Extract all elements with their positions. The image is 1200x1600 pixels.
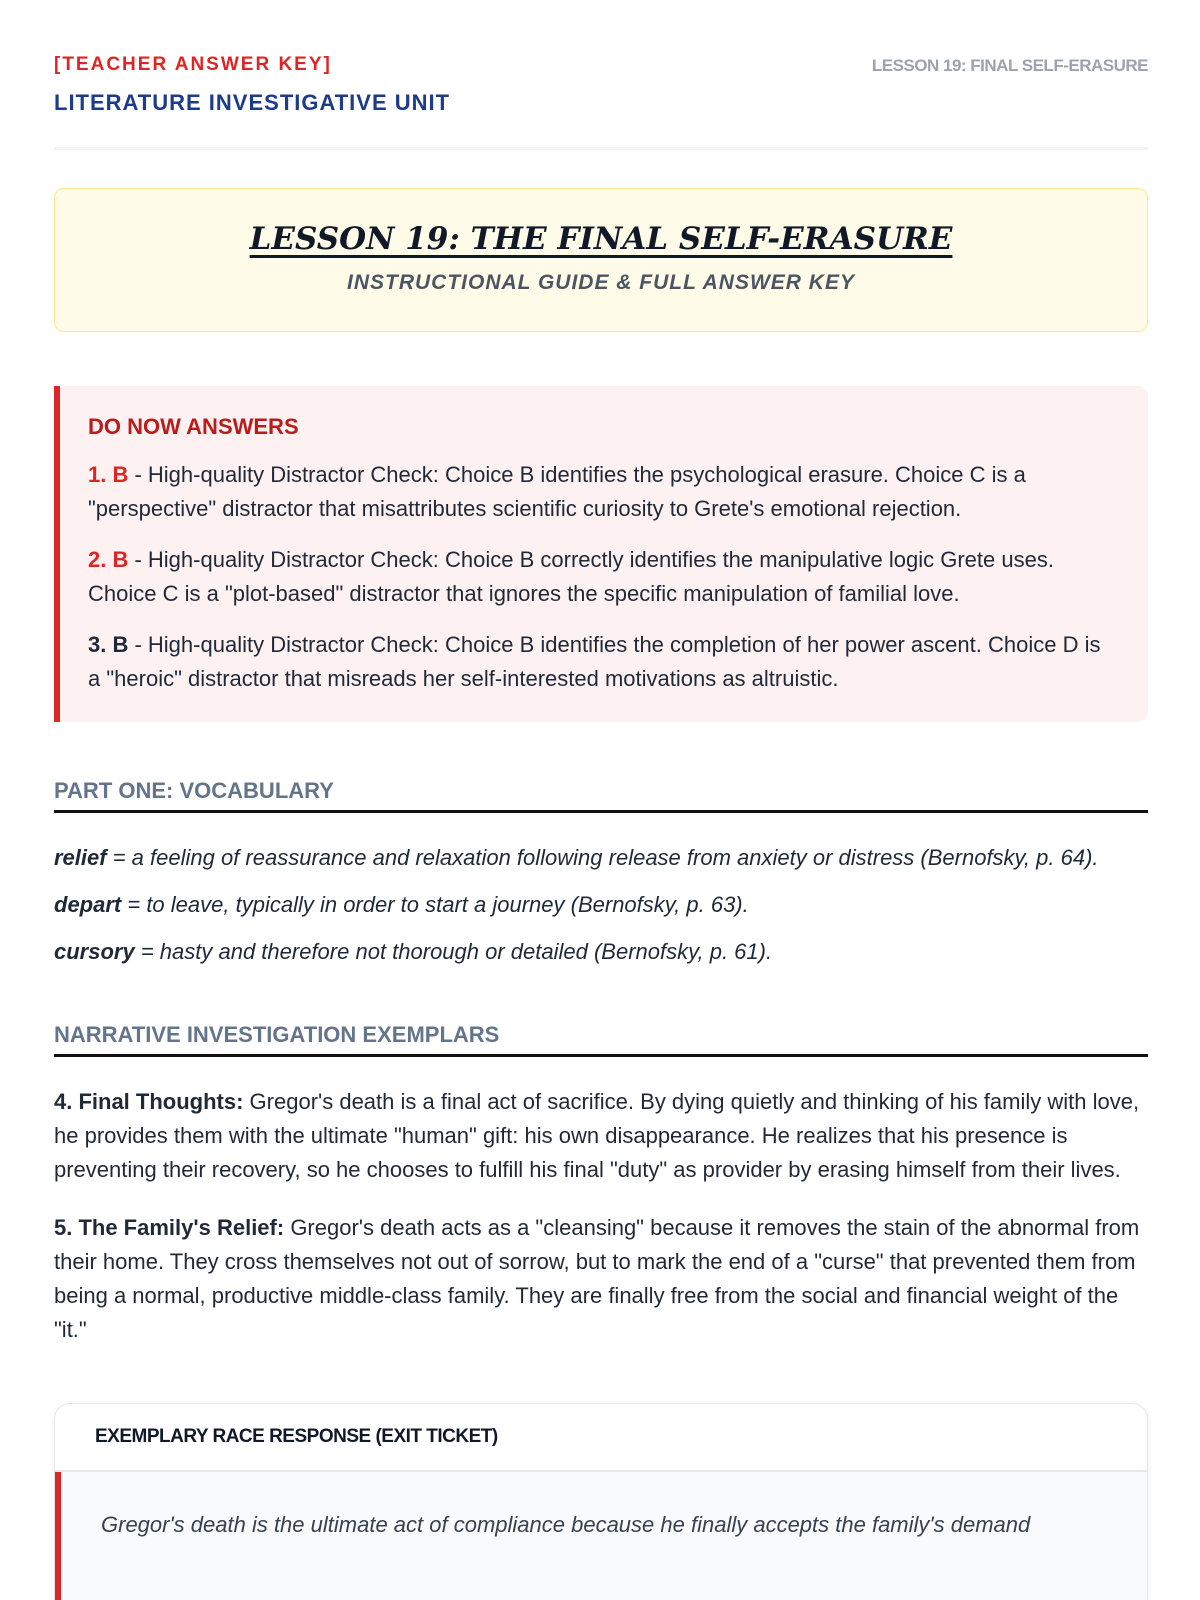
exemplar-text: Gregor's death acts as a "cleansing" because it removes the stain of the abnormal from their home. They cross themselves not out of sorrow, but to mark the end of a "curse" that prevented them from being a normal, productive middle-class family. They are finally free from the social and financial weight of the "it." (54, 1215, 1140, 1342)
exemplar-label: 5. The Family's Relief: (54, 1215, 285, 1240)
exemplar-item (54, 1085, 1148, 1187)
lesson-label: LESSON 19: FINAL SELF-ERASURE (871, 56, 1148, 75)
lesson-title-box (54, 188, 1148, 332)
race-response-text: Gregor's death is the ultimate act of compliance because he finally accepts the family's demand (55, 1472, 1147, 1600)
answer-number: 1. B (88, 462, 129, 487)
page-header (54, 0, 1148, 150)
vocab-item (54, 841, 1148, 874)
vocabulary-heading: PART ONE: VOCABULARY (54, 778, 1148, 813)
answer-number: 2. B (88, 547, 129, 572)
vocab-definition: = to leave, typically in order to start a journey (Bernofsky, p. 63). (121, 892, 749, 917)
do-now-answers (54, 386, 1148, 722)
vocab-item (54, 935, 1148, 968)
exemplar-text: Gregor's death is a final act of sacrifice. By dying quietly and thinking of his family with love, he provides them with the ultimate "human" gift: his own disappearance. He realizes that his presence is preventing their recovery, so he chooses to fulfill his final "duty" as provider by erasing himself from their lives. (54, 1089, 1140, 1182)
lesson-title: LESSON 19: THE FINAL SELF-ERASURE (249, 221, 953, 257)
teacher-answer-key-tag: [TEACHER ANSWER KEY] (54, 54, 332, 75)
answer-key-page (54, 0, 1148, 1600)
vocab-term: cursory (54, 939, 135, 964)
do-now-heading: DO NOW ANSWERS (88, 414, 299, 439)
race-response-card (54, 1403, 1148, 1600)
answer-text: - High-quality Distractor Check: Choice B correctly identifies the manipulative logic Grete uses. Choice C is a "plot-based" distractor that ignores the specific manipulation of familial love. (88, 547, 1054, 606)
vocab-item (54, 888, 1148, 921)
answer-number: 3. B (88, 632, 129, 657)
vocab-definition: = a feeling of reassurance and relaxation following release from anxiety or distress (Bernofsky, p. 64). (106, 845, 1099, 870)
exemplar-label: 4. Final Thoughts: (54, 1089, 244, 1114)
answer-item (88, 543, 1118, 611)
answer-text: - High-quality Distractor Check: Choice B identifies the psychological erasure. Choice C is a "perspective" distractor that misattributes scientific curiosity to Grete's emotional rejection. (88, 462, 1026, 521)
unit-title: LITERATURE INVESTIGATIVE UNIT (54, 90, 451, 115)
answer-item (88, 458, 1118, 526)
answer-text: - High-quality Distractor Check: Choice B identifies the completion of her power ascent. Choice D is a "heroic" distractor that misreads her self-interested motivations as altruistic. (88, 632, 1101, 691)
lesson-subtitle: INSTRUCTIONAL GUIDE & FULL ANSWER KEY (347, 271, 855, 294)
vocab-term: relief (54, 845, 107, 870)
vocab-definition: = hasty and therefore not thorough or detailed (Bernofsky, p. 61). (134, 939, 773, 964)
vocab-term: depart (54, 892, 122, 917)
exemplar-item (54, 1211, 1148, 1347)
race-heading: EXEMPLARY RACE RESPONSE (EXIT TICKET) (55, 1404, 1147, 1472)
answer-item (88, 628, 1118, 696)
narrative-heading: NARRATIVE INVESTIGATION EXEMPLARS (54, 1022, 1148, 1057)
